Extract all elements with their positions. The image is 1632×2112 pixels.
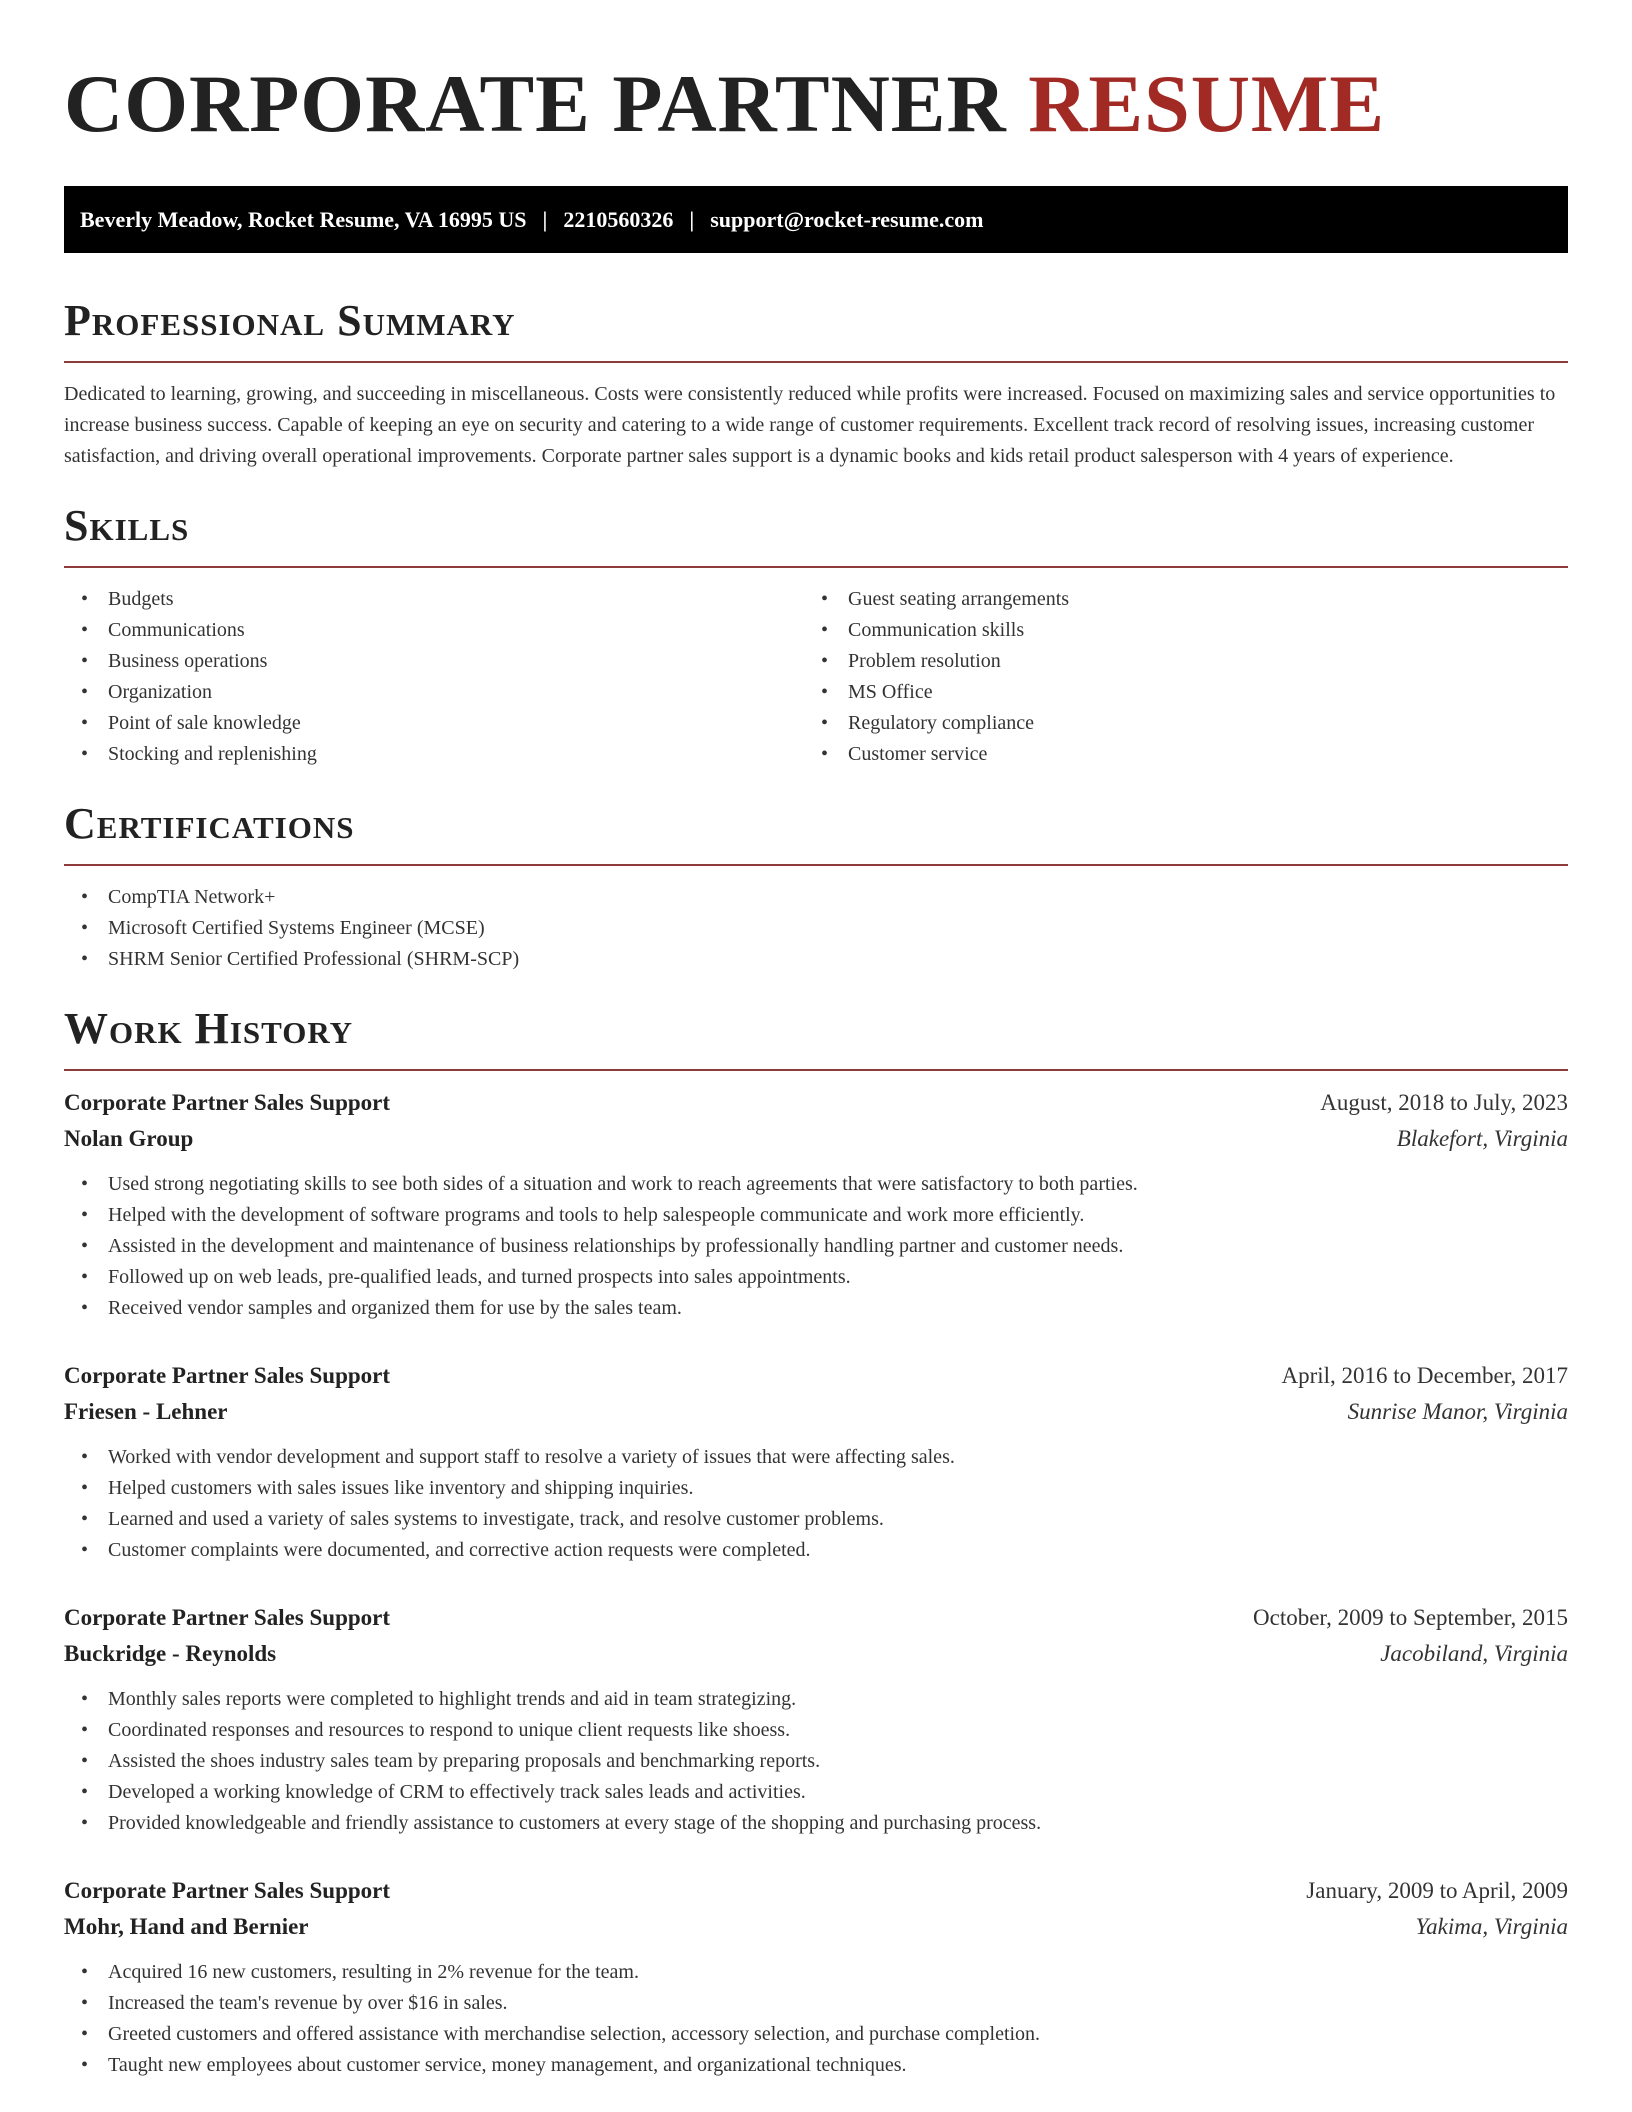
job-duty: • Assisted in the development and maintenance of business relationships by professionally handling partner and customer needs.: [64, 1231, 1568, 1262]
job-duties-list: [64, 1169, 1568, 1324]
certifications-list: [64, 882, 1568, 975]
skill-item: • Guest seating arrangements: [804, 584, 1544, 615]
job-entry: [64, 1600, 1568, 1839]
job-duty: • Assisted the shoes industry sales team by preparing proposals and benchmarking reports.: [64, 1746, 1568, 1777]
job-duty: • Increased the team's revenue by over $16 in sales.: [64, 1988, 1568, 2019]
job-duty: • Provided knowledgeable and friendly assistance to customers at every stage of the shopping and purchasing process.: [64, 1808, 1568, 1839]
skills-heading: Skills: [64, 502, 1568, 568]
skill-item: • Point of sale knowledge: [64, 708, 804, 739]
job-duty: • Received vendor samples and organized them for use by the sales team.: [64, 1293, 1568, 1324]
job-company: Mohr, Hand and Bernier: [64, 1914, 309, 1939]
skills-list-right: [804, 584, 1544, 770]
skills-section: [64, 502, 1568, 770]
job-header-row: [64, 1600, 1568, 1636]
job-title: Corporate Partner Sales Support: [64, 1878, 391, 1903]
job-location: Jacobiland, Virginia: [1380, 1641, 1568, 1666]
title-main: CORPORATE PARTNER: [64, 58, 1007, 149]
work-history-heading: Work History: [64, 1005, 1568, 1071]
summary-section: [64, 297, 1568, 472]
job-header-row: [64, 1085, 1568, 1121]
skills-list-left: [64, 584, 804, 770]
job-location: Sunrise Manor, Virginia: [1347, 1399, 1568, 1424]
certification-item: • Microsoft Certified Systems Engineer (MCSE): [64, 913, 1568, 944]
job-duty: • Helped with the development of software programs and tools to help salespeople communicate and work more efficiently.: [64, 1200, 1568, 1231]
job-duties-list: [64, 1684, 1568, 1839]
job-duty: • Helped customers with sales issues like inventory and shipping inquiries.: [64, 1473, 1568, 1504]
job-header-row: [64, 1873, 1568, 1909]
resume-title: [64, 58, 1568, 149]
skill-item: • Organization: [64, 677, 804, 708]
job-company-row: [64, 1121, 1568, 1157]
job-company: Nolan Group: [64, 1126, 194, 1151]
skill-item: • Problem resolution: [804, 646, 1544, 677]
job-duty: • Customer complaints were documented, and corrective action requests were completed.: [64, 1535, 1568, 1566]
job-dates: August, 2018 to July, 2023: [1320, 1090, 1568, 1115]
job-dates: April, 2016 to December, 2017: [1281, 1363, 1568, 1388]
job-company-row: [64, 1394, 1568, 1430]
job-duty: • Greeted customers and offered assistance with merchandise selection, accessory selection, and purchase completion.: [64, 2019, 1568, 2050]
contact-address: Beverly Meadow, Rocket Resume, VA 16995 US: [80, 206, 527, 232]
job-title: Corporate Partner Sales Support: [64, 1090, 391, 1115]
job-company: Friesen - Lehner: [64, 1399, 228, 1424]
skill-item: • Communication skills: [804, 615, 1544, 646]
job-duty: • Coordinated responses and resources to respond to unique client requests like shoess.: [64, 1715, 1568, 1746]
summary-heading: Professional Summary: [64, 297, 1568, 363]
job-duty: • Followed up on web leads, pre-qualified leads, and turned prospects into sales appointments.: [64, 1262, 1568, 1293]
job-duties-list: [64, 1442, 1568, 1566]
job-duty: • Worked with vendor development and support staff to resolve a variety of issues that were affecting sales.: [64, 1442, 1568, 1473]
contact-email: support@rocket-resume.com: [710, 206, 984, 232]
job-duty: • Taught new employees about customer service, money management, and organizational techniques.: [64, 2050, 1568, 2081]
skills-columns: [64, 584, 1568, 770]
job-entry: [64, 1873, 1568, 2081]
skill-item: • Customer service: [804, 739, 1544, 770]
skill-item: • Communications: [64, 615, 804, 646]
job-location: Yakima, Virginia: [1415, 1914, 1568, 1939]
certifications-heading: Certifications: [64, 800, 1568, 866]
certification-item: • SHRM Senior Certified Professional (SHRM-SCP): [64, 944, 1568, 975]
contact-separator: |: [542, 206, 548, 232]
job-entry: [64, 1358, 1568, 1566]
job-location: Blakefort, Virginia: [1396, 1126, 1568, 1151]
contact-separator: |: [689, 206, 695, 232]
skill-item: • Regulatory compliance: [804, 708, 1544, 739]
skill-item: • Stocking and replenishing: [64, 739, 804, 770]
certification-item: • CompTIA Network+: [64, 882, 1568, 913]
contact-bar: [64, 186, 1568, 253]
skill-item: • MS Office: [804, 677, 1544, 708]
job-duty: • Learned and used a variety of sales systems to investigate, track, and resolve customer problems.: [64, 1504, 1568, 1535]
skill-item: • Business operations: [64, 646, 804, 677]
skill-item: • Budgets: [64, 584, 804, 615]
job-duty: • Monthly sales reports were completed to highlight trends and aid in team strategizing.: [64, 1684, 1568, 1715]
job-title: Corporate Partner Sales Support: [64, 1363, 391, 1388]
job-company: Buckridge - Reynolds: [64, 1641, 277, 1666]
work-history-section: [64, 1005, 1568, 2081]
title-accent: RESUME: [1028, 58, 1386, 149]
job-title: Corporate Partner Sales Support: [64, 1605, 391, 1630]
certifications-section: [64, 800, 1568, 975]
contact-phone: 2210560326: [563, 206, 674, 232]
job-company-row: [64, 1909, 1568, 1945]
job-entry: [64, 1085, 1568, 1324]
summary-text: Dedicated to learning, growing, and succeeding in miscellaneous. Costs were consistently reduced while profits were increased. Focused on maximizing sales and service opportunities to increase business success. Capable of keeping an eye on security and catering to a wide range of customer requirements. Excellent track record of resolving issues, increasing customer satisfaction, and driving overall operational improvements. Corporate partner sales support is a dynamic books and kids retail product salesperson with 4 years of experience.: [64, 383, 1556, 467]
job-duty: • Acquired 16 new customers, resulting in 2% revenue for the team.: [64, 1957, 1568, 1988]
job-company-row: [64, 1636, 1568, 1672]
job-duty: • Used strong negotiating skills to see both sides of a situation and work to reach agreements that were satisfactory to both parties.: [64, 1169, 1568, 1200]
job-duty: • Developed a working knowledge of CRM to effectively track sales leads and activities.: [64, 1777, 1568, 1808]
job-header-row: [64, 1358, 1568, 1394]
job-dates: October, 2009 to September, 2015: [1253, 1605, 1568, 1630]
job-duties-list: [64, 1957, 1568, 2081]
job-dates: January, 2009 to April, 2009: [1306, 1878, 1568, 1903]
